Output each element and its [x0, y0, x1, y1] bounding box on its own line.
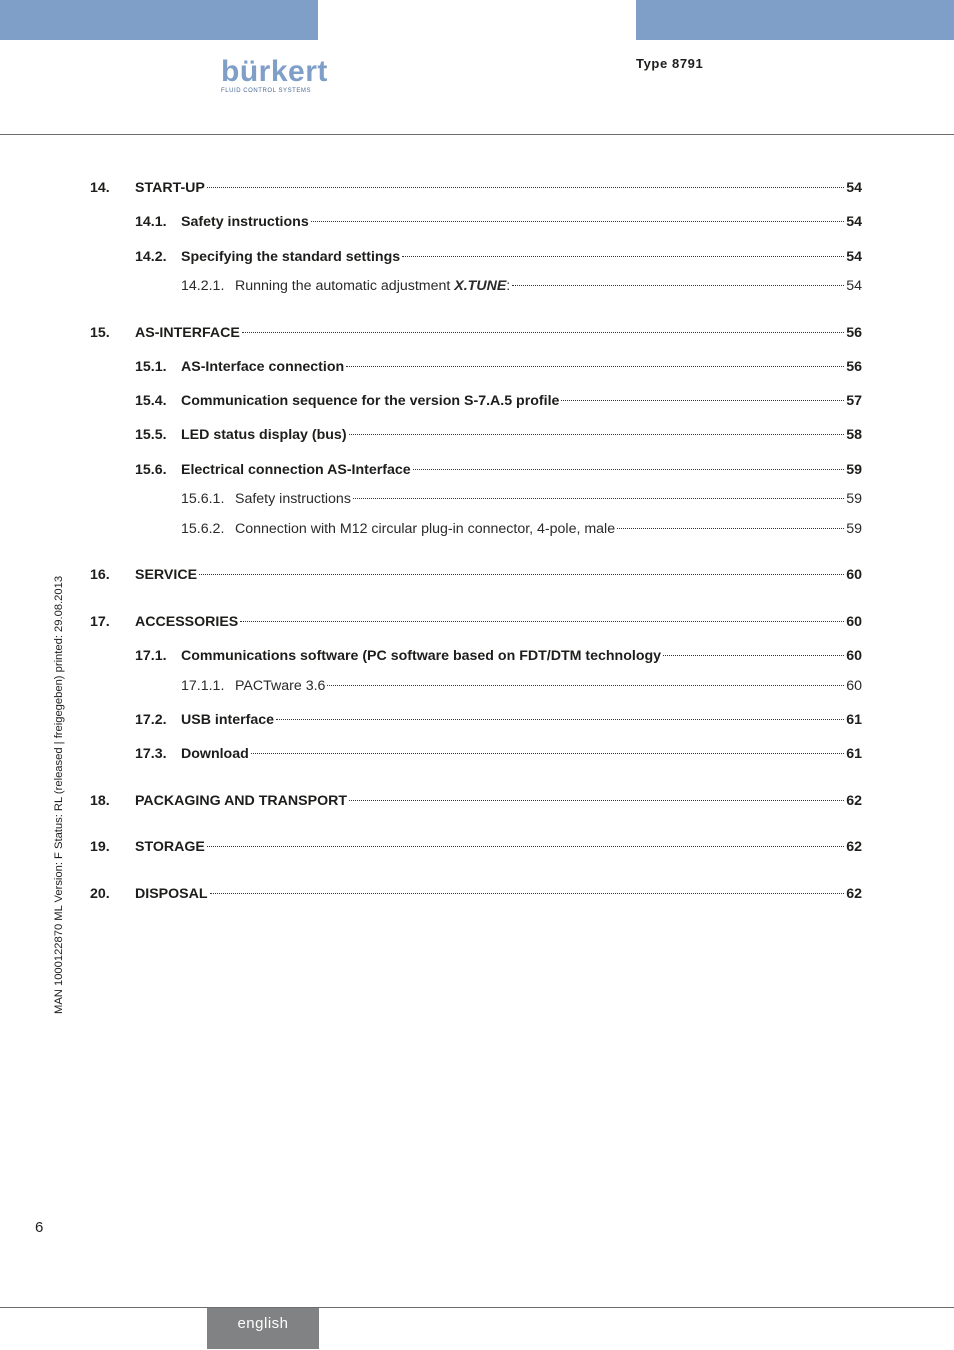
toc-title: AS-Interface connection: [181, 359, 345, 375]
toc-number: 20.: [90, 886, 110, 902]
toc-entry-18[interactable]: [90, 791, 862, 811]
toc-page: 56: [846, 325, 862, 341]
toc-leader: [207, 845, 844, 847]
toc-leader: [561, 399, 844, 401]
toc-number: 15.6.2.: [181, 521, 225, 537]
toc-title: [235, 276, 510, 296]
toc-page: 60: [846, 648, 862, 664]
toc-page: 61: [846, 746, 862, 762]
toc-entry-17-3[interactable]: [90, 744, 862, 764]
toc-leader: [199, 573, 844, 575]
toc-number: 15.6.: [135, 462, 167, 478]
toc-number: 16.: [90, 567, 110, 583]
toc-title: Safety instructions: [181, 214, 309, 230]
header-bar-left: [0, 0, 318, 40]
toc-leader: [617, 527, 844, 529]
toc-title: Connection with M12 circular plug-in connector, 4-pole, male: [235, 521, 616, 537]
toc-entry-15-1[interactable]: [90, 357, 862, 377]
toc-leader: [210, 892, 845, 894]
toc-number: 15.6.1.: [181, 491, 225, 507]
toc-title-text: Running the automatic adjustment: [235, 278, 455, 294]
toc-page: 54: [846, 180, 862, 196]
toc-title: PACTware 3.6: [235, 678, 326, 694]
toc-number: 15.: [90, 325, 110, 341]
toc-leader: [207, 186, 844, 188]
toc-entry-15-5[interactable]: [90, 425, 862, 445]
logo-wordmark: bürkert: [221, 55, 328, 88]
toc-title: PACKAGING AND TRANSPORT: [135, 793, 348, 809]
toc-page: 60: [846, 678, 862, 694]
toc-page: 62: [846, 839, 862, 855]
toc-page: 60: [846, 567, 862, 583]
toc-title: ACCESSORIES: [135, 614, 239, 630]
toc-entry-20[interactable]: [90, 884, 862, 904]
toc-title: Safety instructions: [235, 491, 351, 507]
toc-entry-17[interactable]: [90, 612, 862, 632]
toc-entry-15-6-2[interactable]: [90, 519, 862, 539]
toc-entry-17-1-1[interactable]: [90, 676, 862, 696]
toc-leader: [276, 718, 844, 720]
toc-title: START-UP: [135, 180, 205, 196]
toc-entry-15-6[interactable]: [90, 460, 862, 480]
toc-entry-14-2[interactable]: [90, 247, 862, 267]
toc-number: 19.: [90, 839, 110, 855]
header-bar-right: [636, 0, 954, 40]
toc-number: 15.4.: [135, 393, 167, 409]
toc-entry-14[interactable]: [90, 178, 862, 198]
toc-entry-14-1[interactable]: [90, 212, 862, 232]
toc-number: 17.: [90, 614, 110, 630]
toc-page: 61: [846, 712, 862, 728]
toc-entry-17-2[interactable]: [90, 710, 862, 730]
toc-page: 54: [846, 249, 862, 265]
toc-title: AS-INTERFACE: [135, 325, 240, 341]
toc-number: 14.2.: [135, 249, 167, 265]
toc-number: 14.: [90, 180, 110, 196]
toc-leader: [663, 654, 844, 656]
page-number: 6: [35, 1219, 44, 1236]
toc-title: Electrical connection AS-Interface: [181, 462, 411, 478]
toc-title: SERVICE: [135, 567, 198, 583]
toc-number: 17.3.: [135, 746, 167, 762]
toc-number: 14.2.1.: [181, 278, 225, 294]
header-rule: [0, 134, 954, 135]
toc-title: Specifying the standard settings: [181, 249, 401, 265]
toc-number: 17.1.1.: [181, 678, 225, 694]
toc-entry-19[interactable]: [90, 837, 862, 857]
toc-leader: [327, 684, 844, 686]
toc-page: 62: [846, 886, 862, 902]
toc-title: Communications software (PC software based on FDT/DTM technology: [181, 648, 662, 664]
toc-leader: [402, 255, 844, 257]
toc-leader: [242, 331, 844, 333]
toc-leader: [251, 752, 844, 754]
toc-page: 54: [846, 214, 862, 230]
logo-subtitle: FLUID CONTROL SYSTEMS: [221, 88, 312, 94]
toc-leader: [512, 284, 844, 286]
toc-page: 59: [846, 521, 862, 537]
toc-title: Communication sequence for the version S-7.A.5 profile: [181, 393, 560, 409]
document-status-note: MAN 1000122870 ML Version: F Status: RL (released | freigegeben) printed: 29.08.2013: [53, 575, 65, 1014]
toc-number: 15.5.: [135, 427, 167, 443]
language-tab: english: [207, 1308, 319, 1349]
toc-entry-15-4[interactable]: [90, 391, 862, 411]
toc-entry-14-2-1[interactable]: [90, 276, 862, 296]
toc-entry-17-1[interactable]: [90, 646, 862, 666]
burkert-logo: [221, 55, 328, 97]
toc-leader: [240, 620, 844, 622]
toc-number: 18.: [90, 793, 110, 809]
toc-leader: [311, 220, 845, 222]
toc-leader: [349, 433, 845, 435]
toc-title: DISPOSAL: [135, 886, 208, 902]
document-type: Type 8791: [636, 56, 704, 71]
toc-leader: [413, 468, 845, 470]
toc-title: LED status display (bus): [181, 427, 347, 443]
toc-leader: [349, 799, 844, 801]
toc-number: 17.1.: [135, 648, 167, 664]
toc-title: USB interface: [181, 712, 275, 728]
toc-page: 54: [846, 278, 862, 294]
toc-page: 58: [846, 427, 862, 443]
toc-leader: [353, 497, 844, 499]
toc-title-emphasis: X.TUNE: [454, 278, 507, 294]
toc-number: 17.2.: [135, 712, 167, 728]
toc-page: 59: [846, 491, 862, 507]
toc-entry-15-6-1[interactable]: [90, 489, 862, 509]
toc-number: 15.1.: [135, 359, 167, 375]
toc-entry-16[interactable]: [90, 565, 862, 585]
footer-rule: [0, 1307, 954, 1308]
toc-page: 60: [846, 614, 862, 630]
toc-title: Download: [181, 746, 249, 762]
toc-page: 57: [846, 393, 862, 409]
toc-page: 62: [846, 793, 862, 809]
toc-page: 59: [846, 462, 862, 478]
toc-leader: [346, 365, 844, 367]
toc-page: 56: [846, 359, 862, 375]
toc-entry-15[interactable]: [90, 323, 862, 343]
toc-title-suffix: :: [506, 278, 511, 294]
toc-title: STORAGE: [135, 839, 205, 855]
toc-number: 14.1.: [135, 214, 167, 230]
